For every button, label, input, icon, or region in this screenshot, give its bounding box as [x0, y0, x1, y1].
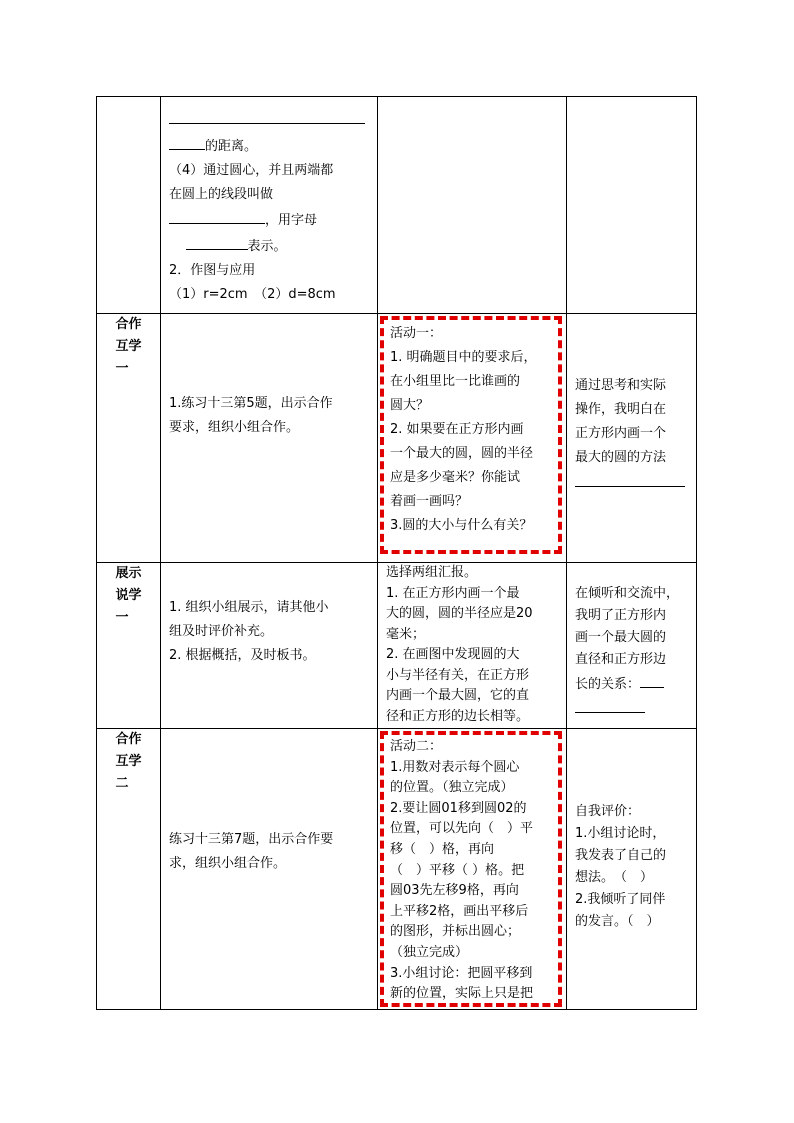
row1-activity-cell [378, 97, 567, 314]
row3-reflect-cell [567, 563, 697, 729]
text-line: 2.要让圆01移到圆02的 [390, 800, 527, 816]
text-line: 大的圆，圆的半径应是20 [386, 606, 533, 621]
text-line: 内画一个最大圆，它的直 [386, 688, 530, 703]
row2-teacher-cell [161, 314, 378, 563]
text-line: 的发言。（ ） [575, 914, 660, 929]
text-line: 我明了正方形内 [575, 608, 667, 623]
text-line: 毫米； [386, 626, 426, 642]
stage-label: 合作 互学 二 [115, 732, 142, 791]
text-line: 在小组里比一比谁画的 [390, 374, 521, 389]
text-line: 2. 如果要在正方形内画 [390, 422, 524, 437]
lesson-table [96, 96, 697, 1010]
text-line: 3.圆的大小与什么有关？ [390, 518, 533, 533]
row3-activity-cell [378, 563, 567, 729]
text-line: 练习十三第7题，出示合作要 [169, 832, 334, 847]
text-line: 求，组织小组合作。 [169, 856, 287, 871]
text-line: 通过思考和实际 [575, 378, 667, 393]
text-line: （ ）平移（ ）格。把 [390, 862, 525, 878]
text-line: 长的关系： [575, 677, 641, 692]
text-line: 1.练习十三第5题，出示合作 [169, 396, 333, 411]
text-line: （1）r=2cm （2）d=8cm [169, 287, 336, 302]
text-line: 的位置。（独立完成） [390, 780, 514, 796]
text-line: 表示。 [247, 239, 287, 254]
row4-reflect-cell [567, 729, 697, 1010]
text-line: 活动一： [390, 326, 443, 341]
text-line: 着画一画吗？ [390, 494, 469, 509]
text-line: 圆大？ [390, 398, 430, 413]
row1-label-cell [97, 97, 161, 314]
text-line: 自我评价： [575, 804, 641, 819]
text-line: 正方形内画一个 [575, 426, 667, 441]
row2-reflect-cell [567, 314, 697, 563]
text-line: 的图形，并标出圆心； [390, 924, 521, 940]
row4-activity-cell [378, 729, 567, 1010]
text-line: 在倾听和交流中， [575, 586, 680, 601]
row4-teacher-cell [161, 729, 378, 1010]
text-line: 2．作图与应用 [169, 263, 256, 278]
text-line: 应是多少毫米？你能试 [390, 470, 521, 485]
text-line: 组及时评价补充。 [169, 623, 274, 639]
text-line: 最大的圆的方法 [575, 450, 667, 465]
row3-teacher-cell [161, 563, 378, 729]
activity-box [380, 731, 562, 1007]
text-line: 直径和正方形边 [575, 652, 667, 667]
text-line: 上平移2格，画出平移后 [390, 903, 529, 919]
text-line: 1.用数对表示每个圆心 [390, 759, 520, 775]
text-line: 的距离。 [205, 139, 258, 154]
text-line: 一个最大的圆，圆的半径 [390, 446, 534, 461]
row2-activity-cell [378, 314, 567, 563]
text-line: 在圆上的线段叫做 [169, 187, 274, 202]
row1-teacher-cell [161, 97, 378, 314]
text-line: 1.小组讨论时， [575, 826, 666, 841]
text-line: 想法。 （ ） [575, 870, 654, 885]
table-row [97, 314, 697, 563]
text-line: 要求，组织小组合作。 [169, 420, 300, 435]
text-line: 新的位置，实际上只是把 [390, 986, 534, 1002]
text-line: 位置，可以先向（ ）平 [390, 821, 534, 837]
text-line: 操作，我明白在 [575, 402, 667, 417]
text-line: 1. 在正方形内画一个最 [386, 585, 520, 601]
text-line: 2. 在画图中发现圆的大 [386, 647, 520, 662]
text-line: 活动二： [390, 739, 443, 754]
text-line: 圆03先左移9格，再向 [390, 883, 519, 899]
text-line: （4）通过圆心，并且两端都 [169, 163, 334, 178]
text-line: （独立完成） [390, 944, 469, 960]
row1-reflect-cell [567, 97, 697, 314]
stage-label: 展示 说学 一 [115, 566, 142, 625]
text-line: 径和正方形的边长相等。 [386, 708, 530, 724]
text-line: ，用字母 [265, 213, 318, 228]
text-line: 3.小组讨论：把圆平移到 [390, 965, 533, 981]
text-line: 1. 组织小组展示，请其他小 [169, 599, 329, 615]
text-line: 选择两组汇报。 [386, 565, 478, 580]
text-line: 我发表了自己的 [575, 848, 667, 863]
row3-label-cell [97, 563, 161, 729]
text-line: 2.我倾听了同伴 [575, 892, 666, 907]
row4-label-cell [97, 729, 161, 1010]
table-row [97, 97, 697, 314]
table-row [97, 563, 697, 729]
text-line: 2. 根据概括，及时板书。 [169, 647, 316, 663]
activity-box [380, 316, 562, 554]
text-line: 小与半径有关，在正方形 [386, 667, 530, 683]
row2-label-cell [97, 314, 161, 563]
text-line: 1. 明确题目中的要求后， [390, 350, 537, 365]
text-line: 画一个最大圆的 [575, 630, 667, 645]
table-row [97, 729, 697, 1010]
text-line: 移（ ）格，再向 [390, 841, 495, 857]
stage-label: 合作 互学 一 [115, 317, 142, 376]
